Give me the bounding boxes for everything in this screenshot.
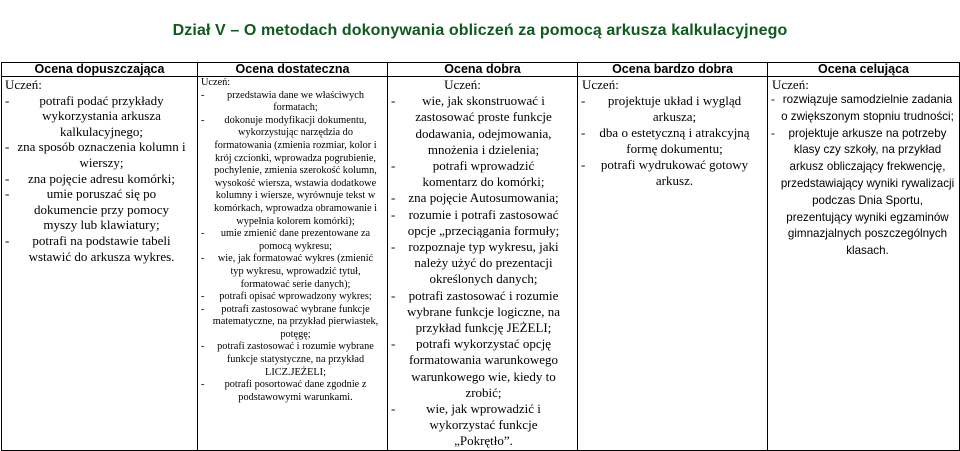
header-celujaca: Ocena celująca xyxy=(768,63,960,77)
list-item: - dba o estetyczną i atrakcyjną formę dokumentu; xyxy=(581,125,750,156)
student-label: Uczeń: xyxy=(5,77,42,92)
list-item: - potrafi wykorzystać opcję formatowania warunkowego warunkowego wie, kiedy to zrobić; xyxy=(391,336,559,400)
list-item: - potrafi wydrukować gotowy arkusz. xyxy=(581,157,749,188)
requirements-list xyxy=(768,92,959,260)
page-title: Dział V – O metodach dokonywania obliczeń za pomocą arkusza kalkulacyjnego xyxy=(172,22,788,39)
list-item: - dokonuje modyfikacji dokumentu, wykorzystując narzędzia do formatowania (zmienia rozmiar, kolor i krój czcionki, wprowadza pogrubienie, pochylenie, zmienia szerokość kolumn, wysokość wiersza, wstawia dodatkowe kolumny i wiersze, wyrównuje tekst w komórkach, wprowadza obramowanie i wypełnia kolorem komórki); xyxy=(201,114,377,227)
cell-dostateczna xyxy=(198,77,388,451)
cell-bardzo-dobra xyxy=(578,77,768,451)
list-item: - projektuje układ i wygląd arkusza; xyxy=(581,93,742,124)
student-label: Uczeń: xyxy=(201,77,231,88)
student-label: Uczeń: xyxy=(772,77,809,92)
list-item: - potrafi zastosować wybrane funkcje matematyczne, na przykład pierwiastek, potęgę; xyxy=(201,303,379,340)
list-item: - rozwiązuje samodzielnie zadania o zwiększonym stopniu trudności; xyxy=(771,93,954,123)
list-item: - umie zmienić dane prezentowane za pomocą wykresu; xyxy=(201,228,371,252)
requirements-list xyxy=(198,90,387,405)
list-item: - zna pojęcie Autosumowania; xyxy=(391,190,559,206)
list-item: - potrafi opisać wprowadzony wykres; xyxy=(201,291,372,303)
header-dostateczna: Ocena dostateczna xyxy=(198,63,388,77)
header-dobra: Ocena dobra xyxy=(388,63,578,77)
list-item: - przedstawia dane we właściwych formatach; xyxy=(201,89,364,114)
list-item: - potrafi zastosować i rozumie wybrane funkcje statystyczne, na przykład LICZ.JEŻELI; xyxy=(201,341,374,378)
list-item: - rozpoznaje typ wykresu, jaki należy użyć do prezentacji określonych danych; xyxy=(391,239,559,287)
grading-table xyxy=(1,62,960,451)
header-bardzo-dobra: Ocena bardzo dobra xyxy=(578,63,768,77)
list-item: - umie poruszać się po dokumencie przy pomocy myszy lub klawiatury; xyxy=(5,186,169,233)
list-item: - rozumie i potrafi zastosować opcje „przeciągania formuły; xyxy=(391,206,560,238)
cell-celujaca xyxy=(768,77,960,451)
list-item: - wie, jak wprowadzić i wykorzystać funkcje „Pokrętło”. xyxy=(391,401,541,449)
list-item: - potrafi podać przykłady wykorzystania arkusza kalkulacyjnego; xyxy=(5,92,164,139)
list-item: - wie, jak formatować wykres (zmienić typ wykresu, wprowadzić tytuł, formatować serie danych); xyxy=(201,253,374,290)
header-dopuszczajaca: Ocena dopuszczająca xyxy=(2,63,198,77)
list-item: - potrafi wprowadzić komentarz do komórki; xyxy=(391,158,545,190)
student-label: Uczeń: xyxy=(444,77,481,92)
list-item: - potrafi zastosować i rozumie wybrane funkcje logiczne, na przykład funkcję JEŻELI; xyxy=(391,287,561,336)
list-item: - wie, jak skonstruować i zastosować proste funkcje dodawania, odejmowania, mnożenia i dzielenia; xyxy=(391,93,552,157)
requirements-list xyxy=(2,93,197,265)
cell-dopuszczajaca xyxy=(2,77,198,451)
list-item: - zna sposób oznaczenia kolumn i wierszy; xyxy=(5,139,186,170)
requirements-list xyxy=(578,93,767,189)
student-label: Uczeń: xyxy=(582,77,619,92)
header-row xyxy=(2,63,960,77)
list-item: - projektuje arkusze na potrzeby klasy czy szkoły, na przykład arkusz obliczający frekwencję, przedstawiający wyniki rywalizacji podczas Dnia Sportu, prezentujący wyniki egzaminów gimnazjalnych poszczególnych klasach. xyxy=(771,126,955,258)
content-row xyxy=(2,77,960,451)
title-band xyxy=(0,0,960,62)
list-item: - zna pojęcie adresu komórki; xyxy=(5,170,175,186)
cell-dobra xyxy=(388,77,578,451)
requirements-list xyxy=(388,93,577,449)
list-item: - potrafi na podstawie tabeli wstawić do arkusza wykres. xyxy=(5,232,175,264)
list-item: - potrafi posortować dane zgodnie z podstawowymi warunkami. xyxy=(201,379,367,403)
